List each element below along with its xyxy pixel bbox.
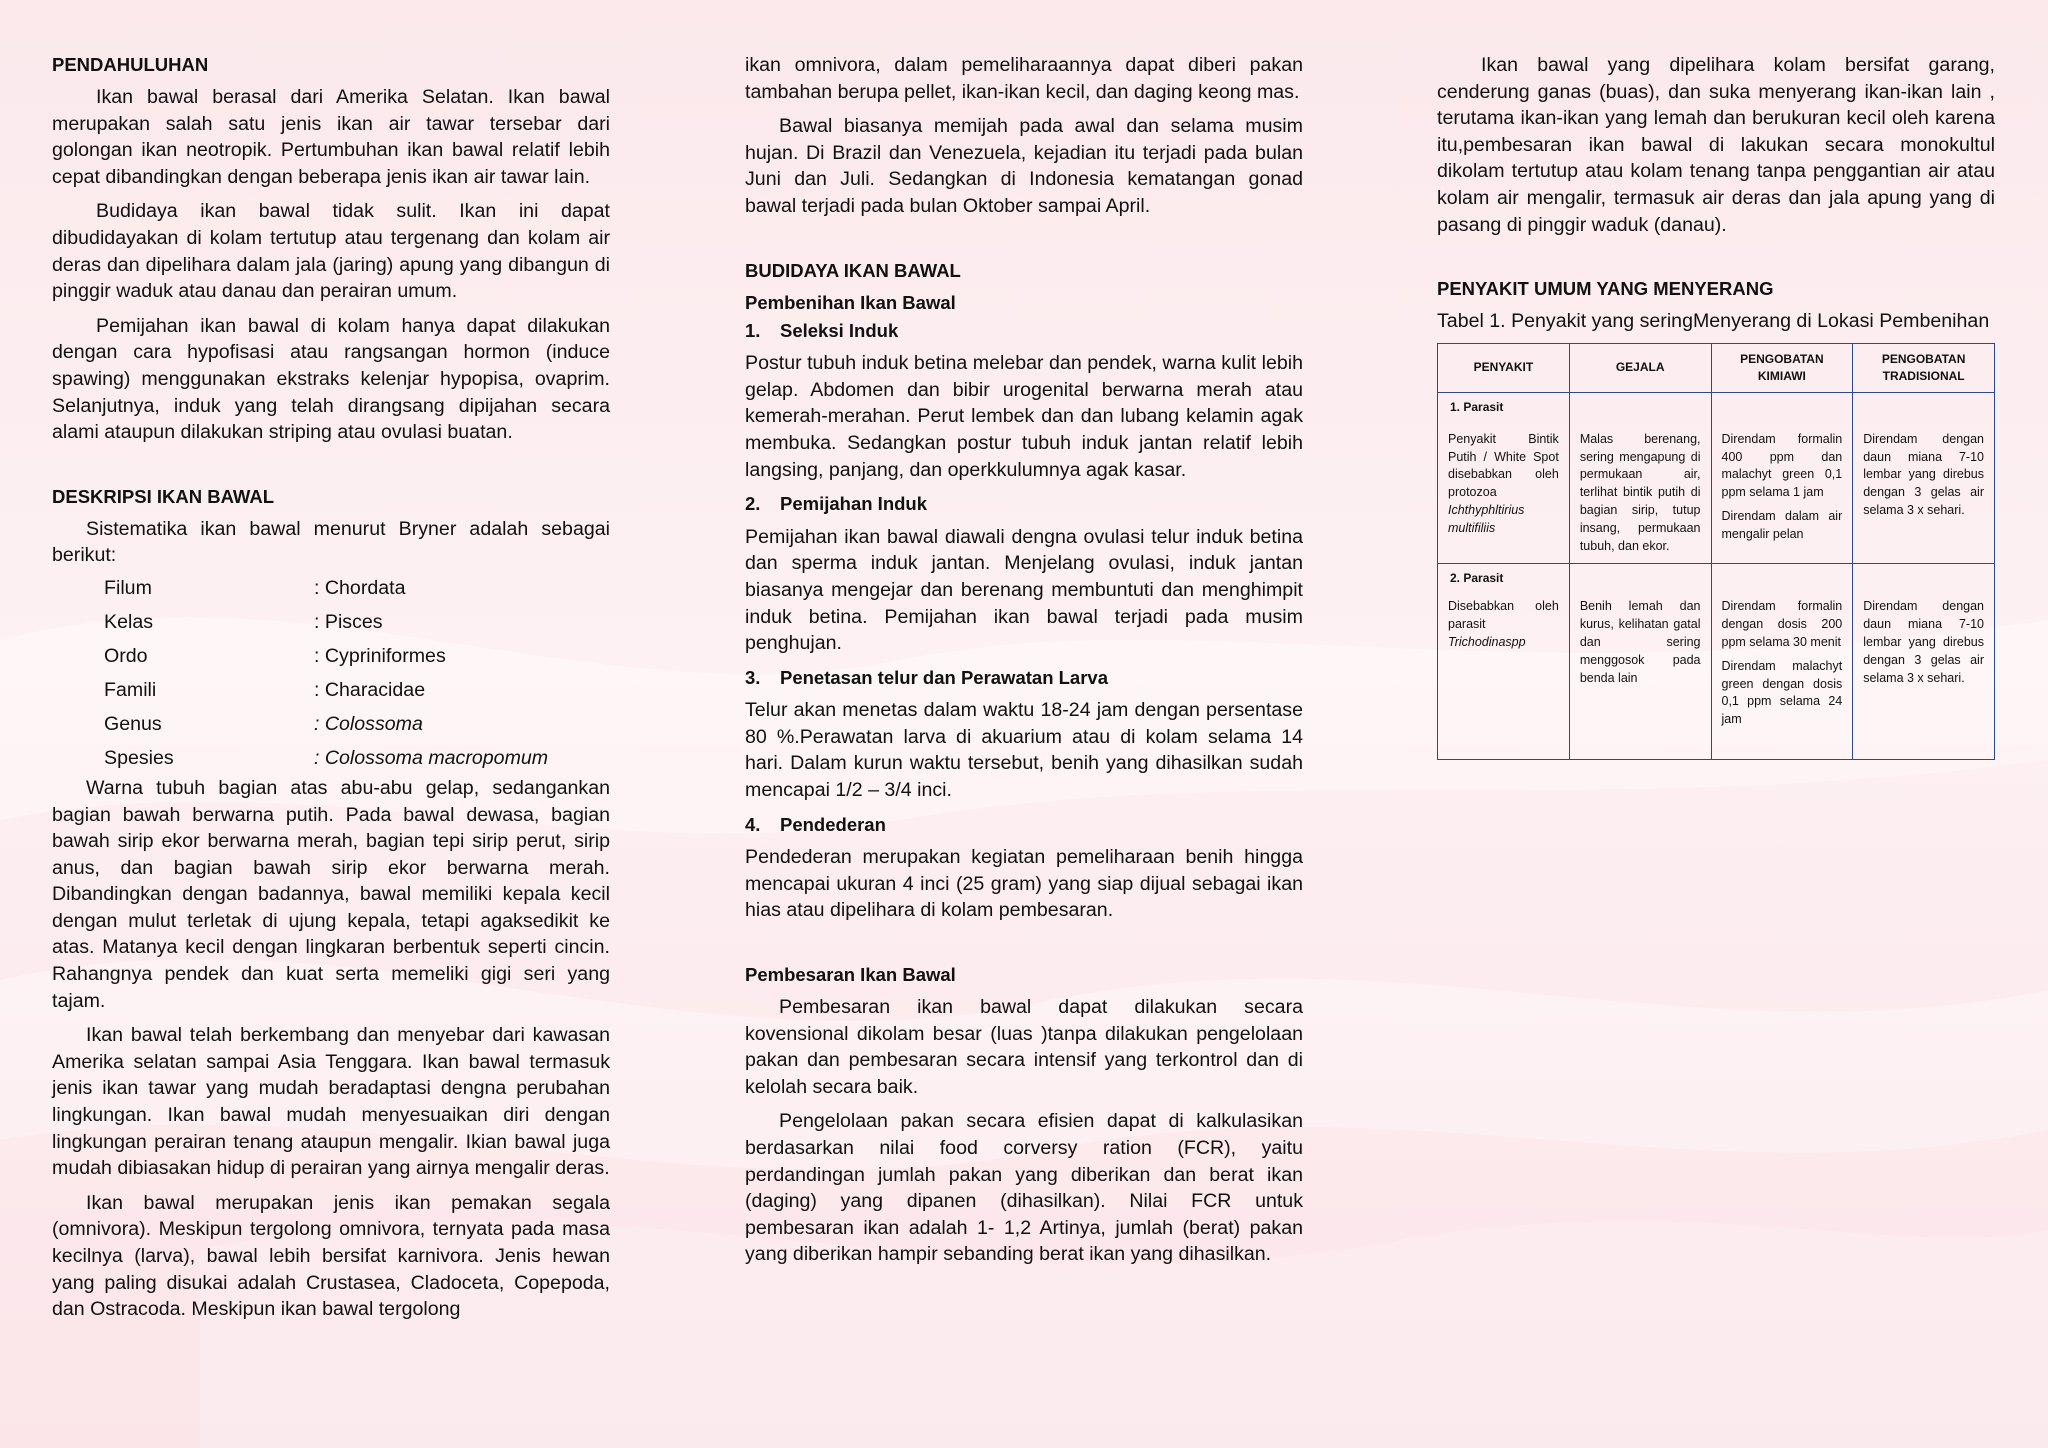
disease-text: Penyakit Bintik Putih / White Spot disebabkan oleh protozoa <box>1448 431 1559 500</box>
paragraph: Pembesaran ikan bawal dapat dilakukan secara kovensional dikolam besar (luas )tanpa dilakukan pengelolaan pakan dan pembesaran secara intensif yang terkontrol dan di kelolah secara baik. <box>745 996 1303 1098</box>
paragraph: Pengelolaan pakan secara efisien dapat di kalkulasikan berdasarkan nilai food corversy ration (FCR), yaitu perdandingan jumlah pakan yang diberikan dan berat ikan (daging) yang dipanen (dihasilkan). Nilai FCR untuk pembesaran ikan adalah 1- 1,2 Artinya, jumlah (berat) pakan yang diberikan hampir sebanding berat ikan yang dihasilkan. <box>745 1110 1303 1266</box>
table-cell-traditional: Direndam dengan daun miana 7-10 lembar yang direbus dengan 3 gelas air selama 3 x sehari. <box>1853 392 1995 564</box>
taxonomy-row <box>104 741 610 775</box>
group-label: 1. Parasit <box>1450 399 1504 414</box>
step-heading <box>745 491 1303 518</box>
taxonomy-key: Kelas <box>104 610 154 633</box>
step-title: Pemijahan Induk <box>780 493 928 515</box>
step-heading <box>745 812 1303 839</box>
step-title: Seleksi Induk <box>780 319 899 341</box>
column-header: PENGOBATAN KIMIAWI <box>1711 343 1853 392</box>
paragraph: Budidaya ikan bawal tidak sulit. Ikan ini dapat dibudidayakan di kolam tertutup atau tergenang dan kolam air deras dan dipelihara dalam jala (jaring) apung yang dibangun di pinggir waduk atau danau dan perairan umum. <box>52 200 610 303</box>
disease-italic: Trichodinaspp <box>1448 634 1526 649</box>
chemical-treatment: Direndam dalam air mengalir pelan <box>1721 508 1843 541</box>
taxonomy-row <box>104 707 610 741</box>
subsection-heading-pembesaran: Pembesaran Ikan Bawal <box>745 964 956 986</box>
paragraph: Ikan bawal berasal dari Amerika Selatan. Ikan bawal merupakan salah satu jenis ikan air tawar tersebar dari golongan ikan neotropik. Pertumbuhan ikan bawal relatif lebih cepat dibandingkan dengan beberapa jenis ikan air tawar lain. <box>52 86 610 188</box>
taxonomy-value: : Pisces <box>314 610 383 633</box>
disease-italic: Ichthyphltirius multifiliis <box>1448 502 1525 535</box>
table-header-row <box>1438 343 1995 392</box>
step-number: 2. <box>745 493 761 515</box>
taxonomy-key: Ordo <box>104 644 148 667</box>
table-cell-traditional: Direndam dengan daun miana 7-10 lembar yang direbus dengan 3 gelas air selama 3 x sehari. <box>1853 564 1995 760</box>
table-cell-disease <box>1438 564 1570 760</box>
column-1 <box>52 52 610 1331</box>
paragraph: Ikan bawal telah berkembang dan menyebar dari kawasan Amerika selatan sampai Asia Tenggara. Ikan bawal termasuk jenis ikan tawar yang mudah beradaptasi dengna perubahan lingkungan. Ikan bawal mudah menyesuaikan diri dengan lingkungan perairan tenang ataupun mengalir. Ikian bawal juga mudah dibiasakan hidup di perairan yang airnya mengalir deras. <box>52 1024 610 1180</box>
section-heading-penyakit: PENYAKIT UMUM YANG MENYERANG <box>1437 278 1774 300</box>
paragraph: Ikan bawal yang dipelihara kolam bersifat garang, cenderung ganas (buas), dan suka menyerang ikan-ikan lain , terutama ikan-ikan yang lemah dan berukuran kecil oleh karena itu,pembesaran ikan bawal di lakukan secara monokultul dikolam tertutup atau kolam tenang tanpa penggantian air atau kolam air mengalir, termasuk air deras dan jala apung yang di pasang di pinggir waduk (danau). <box>1437 54 1995 236</box>
paragraph: Bawal biasanya memijah pada awal dan selama musim hujan. Di Brazil dan Venezuela, kejadian itu terjadi pada bulan Juni dan Juli. Sedangkan di Indonesia kematangan gonad bawal terjadi pada bulan Oktober sampai April. <box>745 115 1303 217</box>
group-label: 2. Parasit <box>1450 571 1504 586</box>
paragraph: Warna tubuh bagian atas abu-abu gelap, sedangankan bagian bawah berwarna putih. Pada bawal dewasa, bagian bawah sirip ekor berwarna merah, bagian tepi sirip perut, sirip anus, dan bagian bawah sirip ekor berwarna merah. Dibandingkan dengan badannya, bawal memiliki kepala kecil dengan mulut terletak di ujung kepala, tetapi agaksedikit ke atas. Matanya kecil dengan lingkaran berbentuk seperti cincin. Rahangnya pendek dan kuat serta memeliki gigi seri yang tajam. <box>52 776 610 1012</box>
chemical-treatment: Direndam malachyt green dengan dosis 0,1 ppm selama 24 jam <box>1721 658 1843 727</box>
step-body: Pemijahan ikan bawal diawali dengna ovulasi telur induk betina dan sperma induk jantan. Menjelang ovulasi, induk jantan biasanya mengejar dan berenang membuntuti dan menghimpit induk betina. Pemijahan ikan bawal terjadi pada musim penghujan. <box>745 525 1303 655</box>
step-heading <box>745 665 1303 692</box>
taxonomy-value: : Chordata <box>314 576 406 599</box>
subsection-heading-pembenihan: Pembenihan Ikan Bawal <box>745 291 956 313</box>
step-number: 4. <box>745 813 761 835</box>
taxonomy-key: Spesies <box>104 746 174 769</box>
taxonomy-row <box>104 605 610 639</box>
table-row <box>1438 392 1995 564</box>
step-body: Postur tubuh induk betina melebar dan pendek, warna kulit lebih gelap. Abdomen dan bibir urogenital berwarna merah atau kemerah-merahan. Perut lembek dan dan lubang kelamin agak membuka. Sedangkan postur tubuh induk jantan relatif lebih langsing, panjang, dan operkkulumnya agak kasar. <box>745 352 1303 481</box>
section-heading-deskripsi: DESKRIPSI IKAN BAWAL <box>52 485 275 507</box>
step-title: Penetasan telur dan Perawatan Larva <box>780 666 1108 688</box>
paragraph: ikan omnivora, dalam pemeliharaannya dapat diberi pakan tambahan berupa pellet, ikan-ikan kecil, dan daging keong mas. <box>745 54 1303 103</box>
section-heading-pendahuluan: PENDAHULUHAN <box>52 54 209 75</box>
step-body: Telur akan menetas dalam waktu 18-24 jam dengan persentase 80 %.Perawatan larva di akuarium atau di kolam selama 14 hari. Dalam kurun waktu tersebut, benih yang dihasilkan sudah mencapai 1/2 – 3/4 inci. <box>745 699 1303 802</box>
taxonomy-list <box>104 571 610 775</box>
table-cell-disease <box>1438 392 1570 564</box>
step-number: 3. <box>745 666 761 688</box>
section-heading-budidaya: BUDIDAYA IKAN BAWAL <box>745 259 961 281</box>
table-cell-symptom: Malas berenang, sering mengapung di permukaan air, terlihat bintik putih di bagian sirip, tutup insang, permukaan tubuh, dan ekor. <box>1569 392 1711 564</box>
column-header: GEJALA <box>1569 343 1711 392</box>
disease-text: Disebabkan oleh parasit <box>1448 599 1559 632</box>
taxonomy-value: : Characidae <box>314 678 426 701</box>
taxonomy-key: Genus <box>104 712 162 735</box>
taxonomy-value: : Colossoma macropomum <box>314 746 549 769</box>
taxonomy-value: : Cypriniformes <box>314 644 446 667</box>
paragraph: Sistematika ikan bawal menurut Bryner adalah sebagai berikut: <box>52 517 610 567</box>
taxonomy-row <box>104 639 610 673</box>
chemical-treatment: Direndam formalin 400 ppm dan malachyt green 0,1 ppm selama 1 jam <box>1721 431 1843 500</box>
step-heading <box>745 318 1303 345</box>
chemical-treatment: Direndam formalin dengan dosis 200 ppm selama 30 menit <box>1721 599 1843 649</box>
column-header: PENYAKIT <box>1438 343 1570 392</box>
table-cell-symptom: Benih lemah dan kurus, kelihatan gatal dan sering menggosok pada benda lain <box>1569 564 1711 760</box>
taxonomy-row <box>104 673 610 707</box>
column-2 <box>745 52 1303 1276</box>
step-body: Pendederan merupakan kegiatan pemeliharaan benih hingga mencapai ukuran 4 inci (25 gram) yang siap dijual sebagai ikan hias atau dipelihara di kolam pembesaran. <box>745 846 1303 922</box>
disease-table <box>1437 343 1995 760</box>
step-title: Pendederan <box>780 813 886 835</box>
step-number: 1. <box>745 319 761 341</box>
table-row <box>1438 564 1995 760</box>
taxonomy-key: Famili <box>104 678 157 701</box>
table-cell-chemical <box>1711 392 1853 564</box>
table-caption: Tabel 1. Penyakit yang seringMenyerang di Lokasi Pembenihan <box>1437 310 1990 333</box>
table-cell-chemical <box>1711 564 1853 760</box>
taxonomy-key: Filum <box>104 576 152 599</box>
taxonomy-value: : Colossoma <box>314 712 423 735</box>
paragraph: Pemijahan ikan bawal di kolam hanya dapat dilakukan dengan cara hypofisasi atau rangsangan hormon (induce spawing) menggunakan ekstraks kelenjar hypopisa, ovaprim. Selanjutnya, induk yang telah dirangsang dipijahan secara alami ataupun dilakukan striping atau ovulasi buatan. <box>52 314 610 444</box>
column-header: PENGOBATAN TRADISIONAL <box>1853 343 1995 392</box>
column-3 <box>1437 52 1995 760</box>
taxonomy-row <box>104 571 610 605</box>
paragraph: Ikan bawal merupakan jenis ikan pemakan segala (omnivora). Meskipun tergolong omnivora, ternyata pada masa kecilnya (larva), bawal lebih bersifat karnivora. Jenis hewan yang paling disukai adalah Crustasea, Cladoceta, Copepoda, dan Ostracoda. Meskipun ikan bawal tergolong <box>52 1191 610 1321</box>
